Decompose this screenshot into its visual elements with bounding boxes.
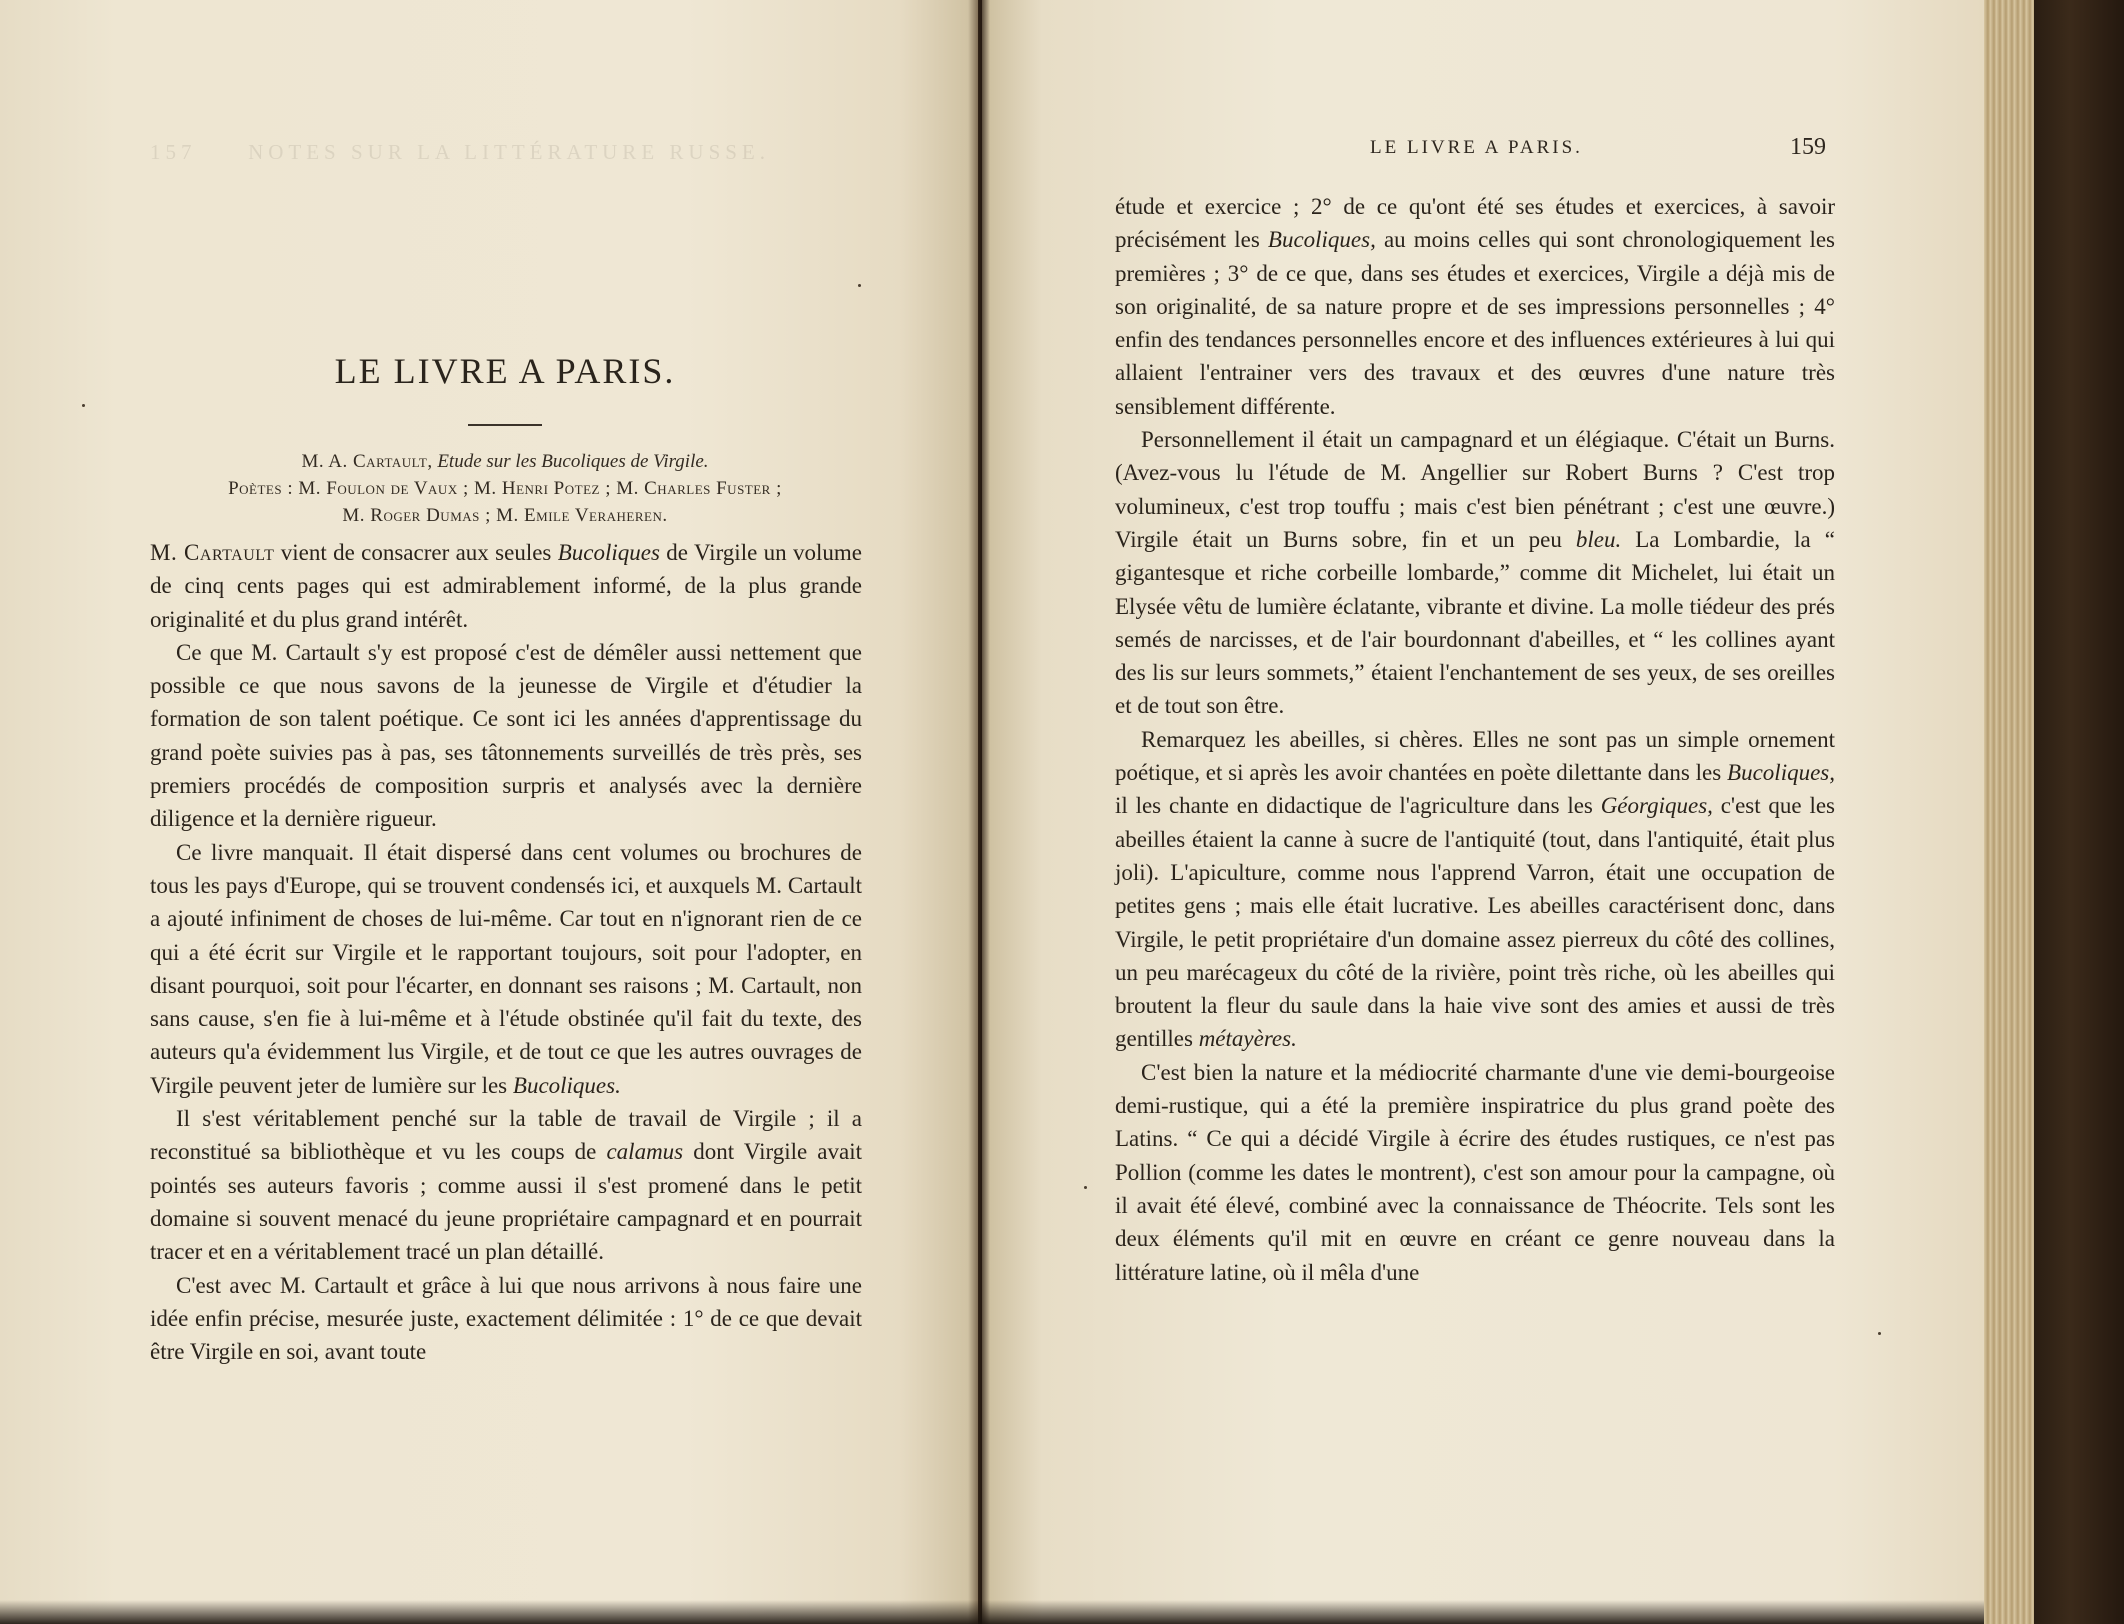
- paragraph: Remarquez les abeilles, si chères. Elles ne sont pas un simple ornement poétique, et si après les avoir chantées en poète dilettante dans les Bucoliques, il les chante en didactique de l'agriculture dans les Géorgiques, c'est que les abeilles étaient la canne à sucre de l'antiquité (tout, dans l'antiquité, était plus joli). L'apiculture, comme nous l'apprend Varron, était une occupation de petites gens ; mais elle était lucrative. Les abeilles caractérisent donc, dans Virgile, le petit propriétaire d'un domaine assez pierreux du côté des collines, un peu marécageux du côté de la rivière, point très riche, où les abeilles qui broutent la fleur du saule dans la haie vive sont des amies et aussi de très gentilles métayères.: [1115, 726, 1835, 1052]
- credits-line-1: [148, 448, 862, 475]
- left-body-text: [150, 536, 862, 1368]
- right-page: [982, 0, 1984, 1624]
- paragraph: Il s'est véritablement penché sur la table de travail de Virgile ; il a reconstitué sa bibliothèque et vu les coups de calamus dont Virgile avait pointés ses auteurs favoris ; comme aussi il s'est promené dans le petit domaine si souvent menacé du jeune propriétaire campagnard et en pourrait tracer et en a véritablement tracé un plan détaillé.: [150, 1106, 863, 1265]
- paragraph: Ce livre manquait. Il était dispersé dans cent volumes ou brochures de tous les pays d'Europe, qui se trouvent condensés ici, et auxquels M. Cartault a ajouté infiniment de choses de lui-même. Car tout en n'ignorant rien de ce qui a été écrit sur Virgile et le rapportant toujours, soit pour l'adopter, en disant pourquoi, soit pour l'écarter, en donnant ses raisons ; M. Cartault, non sans cause, s'en fie à lui-même et à l'étude obstinée qu'il fait du texte, des auteurs qu'a évidemment lus Virgile, et de tout ce que les autres ouvrages de Virgile peuvent jeter de lumière sur les Bucoliques.: [150, 839, 862, 1098]
- credits-author: M. A. Cartault,: [301, 451, 433, 472]
- title-rule: [468, 424, 542, 426]
- book-gutter: [968, 0, 990, 1624]
- bottom-shadow: [0, 1600, 1984, 1624]
- bleed-through-header: [150, 140, 770, 165]
- paragraph: étude et exercice ; 2° de ce qu'ont été ses études et exercices, à savoir précisément les Bucoliques, au moins celles qui sont chronologiquement les premières ; 3° de ce que, dans ses études et exercices, Virgile a déjà mis de son originalité, de sa nature propre et de ses impressions personnelles ; 4° enfin des tendances personnelles encore et des influences extérieures à lui qui allaient l'entrainer vers des travaux et des œuvres d'une nature très sensiblement différente.: [1115, 194, 1836, 419]
- reviewed-works: [148, 448, 862, 529]
- credits-line-3: M. Roger Dumas ; M. Emile Veraheren.: [342, 505, 668, 526]
- paragraph: C'est avec M. Cartault et grâce à lui que nous arrivons à nous faire une idée enfin précise, mesurée juste, exactement délimitée : 1° de ce que devait être Virgile en soi, avant toute: [150, 1272, 862, 1365]
- paper-speck: [82, 404, 85, 407]
- page-number: 159: [1790, 134, 1826, 160]
- article-title: LE LIVRE A PARIS.: [334, 351, 676, 391]
- paper-speck: [858, 284, 861, 287]
- paper-speck: [1084, 1186, 1087, 1189]
- paragraph: Ce que M. Cartault s'y est proposé c'est de démêler aussi nettement que possible ce que nous savons de la jeunesse de Virgile et d'étudier la formation de son talent poétique. Ce sont ici les années d'apprentissage du grand poète suivies pas à pas, ses tâtonnements surveillés de très près, ses premiers procédés de composition surpris et analysés avec la dernière diligence et la dernière rigueur.: [150, 639, 862, 832]
- bleed-through-page-number: 157: [150, 140, 197, 164]
- paragraph: C'est bien la nature et la médiocrité charmante d'une vie demi-bourgeoise demi-rustique, qui a été la première inspiratrice du plus grand poète des Latins. “ Ce qui a décidé Virgile à écrire des études rustiques, ce n'est pas Pollion (comme les dates le montrent), c'est son amour pour la campagne, où il avait été élevé, combiné avec la connaissance de Théocrite. Tels sont les deux éléments qu'il mit en œuvre en créant ce genre nouveau dans la littérature latine, où il mêla d'une: [1115, 1059, 1835, 1285]
- right-body-text: [1115, 190, 1835, 1289]
- running-head: LE LIVRE A PARIS.: [1370, 137, 1583, 158]
- bleed-through-running-head: NOTES SUR LA LITTÉRATURE RUSSE.: [248, 140, 770, 164]
- credits-work-title: Etude sur les Bucoliques de Virgile.: [437, 451, 709, 472]
- left-page: [0, 0, 978, 1624]
- paragraph: Personnellement il était un campagnard et un élégiaque. C'était un Burns. (Avez-vous lu l'étude de M. Angellier sur Robert Burns ? C'est trop volumineux, c'est trop touffu ; mais c'est bien pénétrant ; c'est une œuvre.) Virgile était un Burns sobre, fin et un peu bleu. La Lombardie, la “ gigantesque et riche corbeille lombarde,” comme dit Michelet, lui était un Elysée vêtu de lumière éclatante, vibrante et divine. La molle tiédeur des prés semés de narcisses, et de l'air bourdonnant d'abeilles, et “ les collines ayant des lis sur leurs sommets,” étaient l'enchantement de ses yeux, de ses oreilles et de tout son être.: [1115, 427, 1835, 719]
- credits-line-2: Poètes : M. Foulon de Vaux ; M. Henri Potez ; M. Charles Fuster ;: [228, 478, 782, 499]
- page-block-edges: [1984, 0, 2034, 1624]
- book-cover-edge: [2034, 0, 2124, 1624]
- paper-speck: [1878, 1332, 1881, 1335]
- paragraph: M. Cartault vient de consacrer aux seules Bucoliques de Virgile un volume de cinq cents pages qui est admirablement informé, de la plus grande originalité et du plus grand intérêt.: [150, 540, 863, 632]
